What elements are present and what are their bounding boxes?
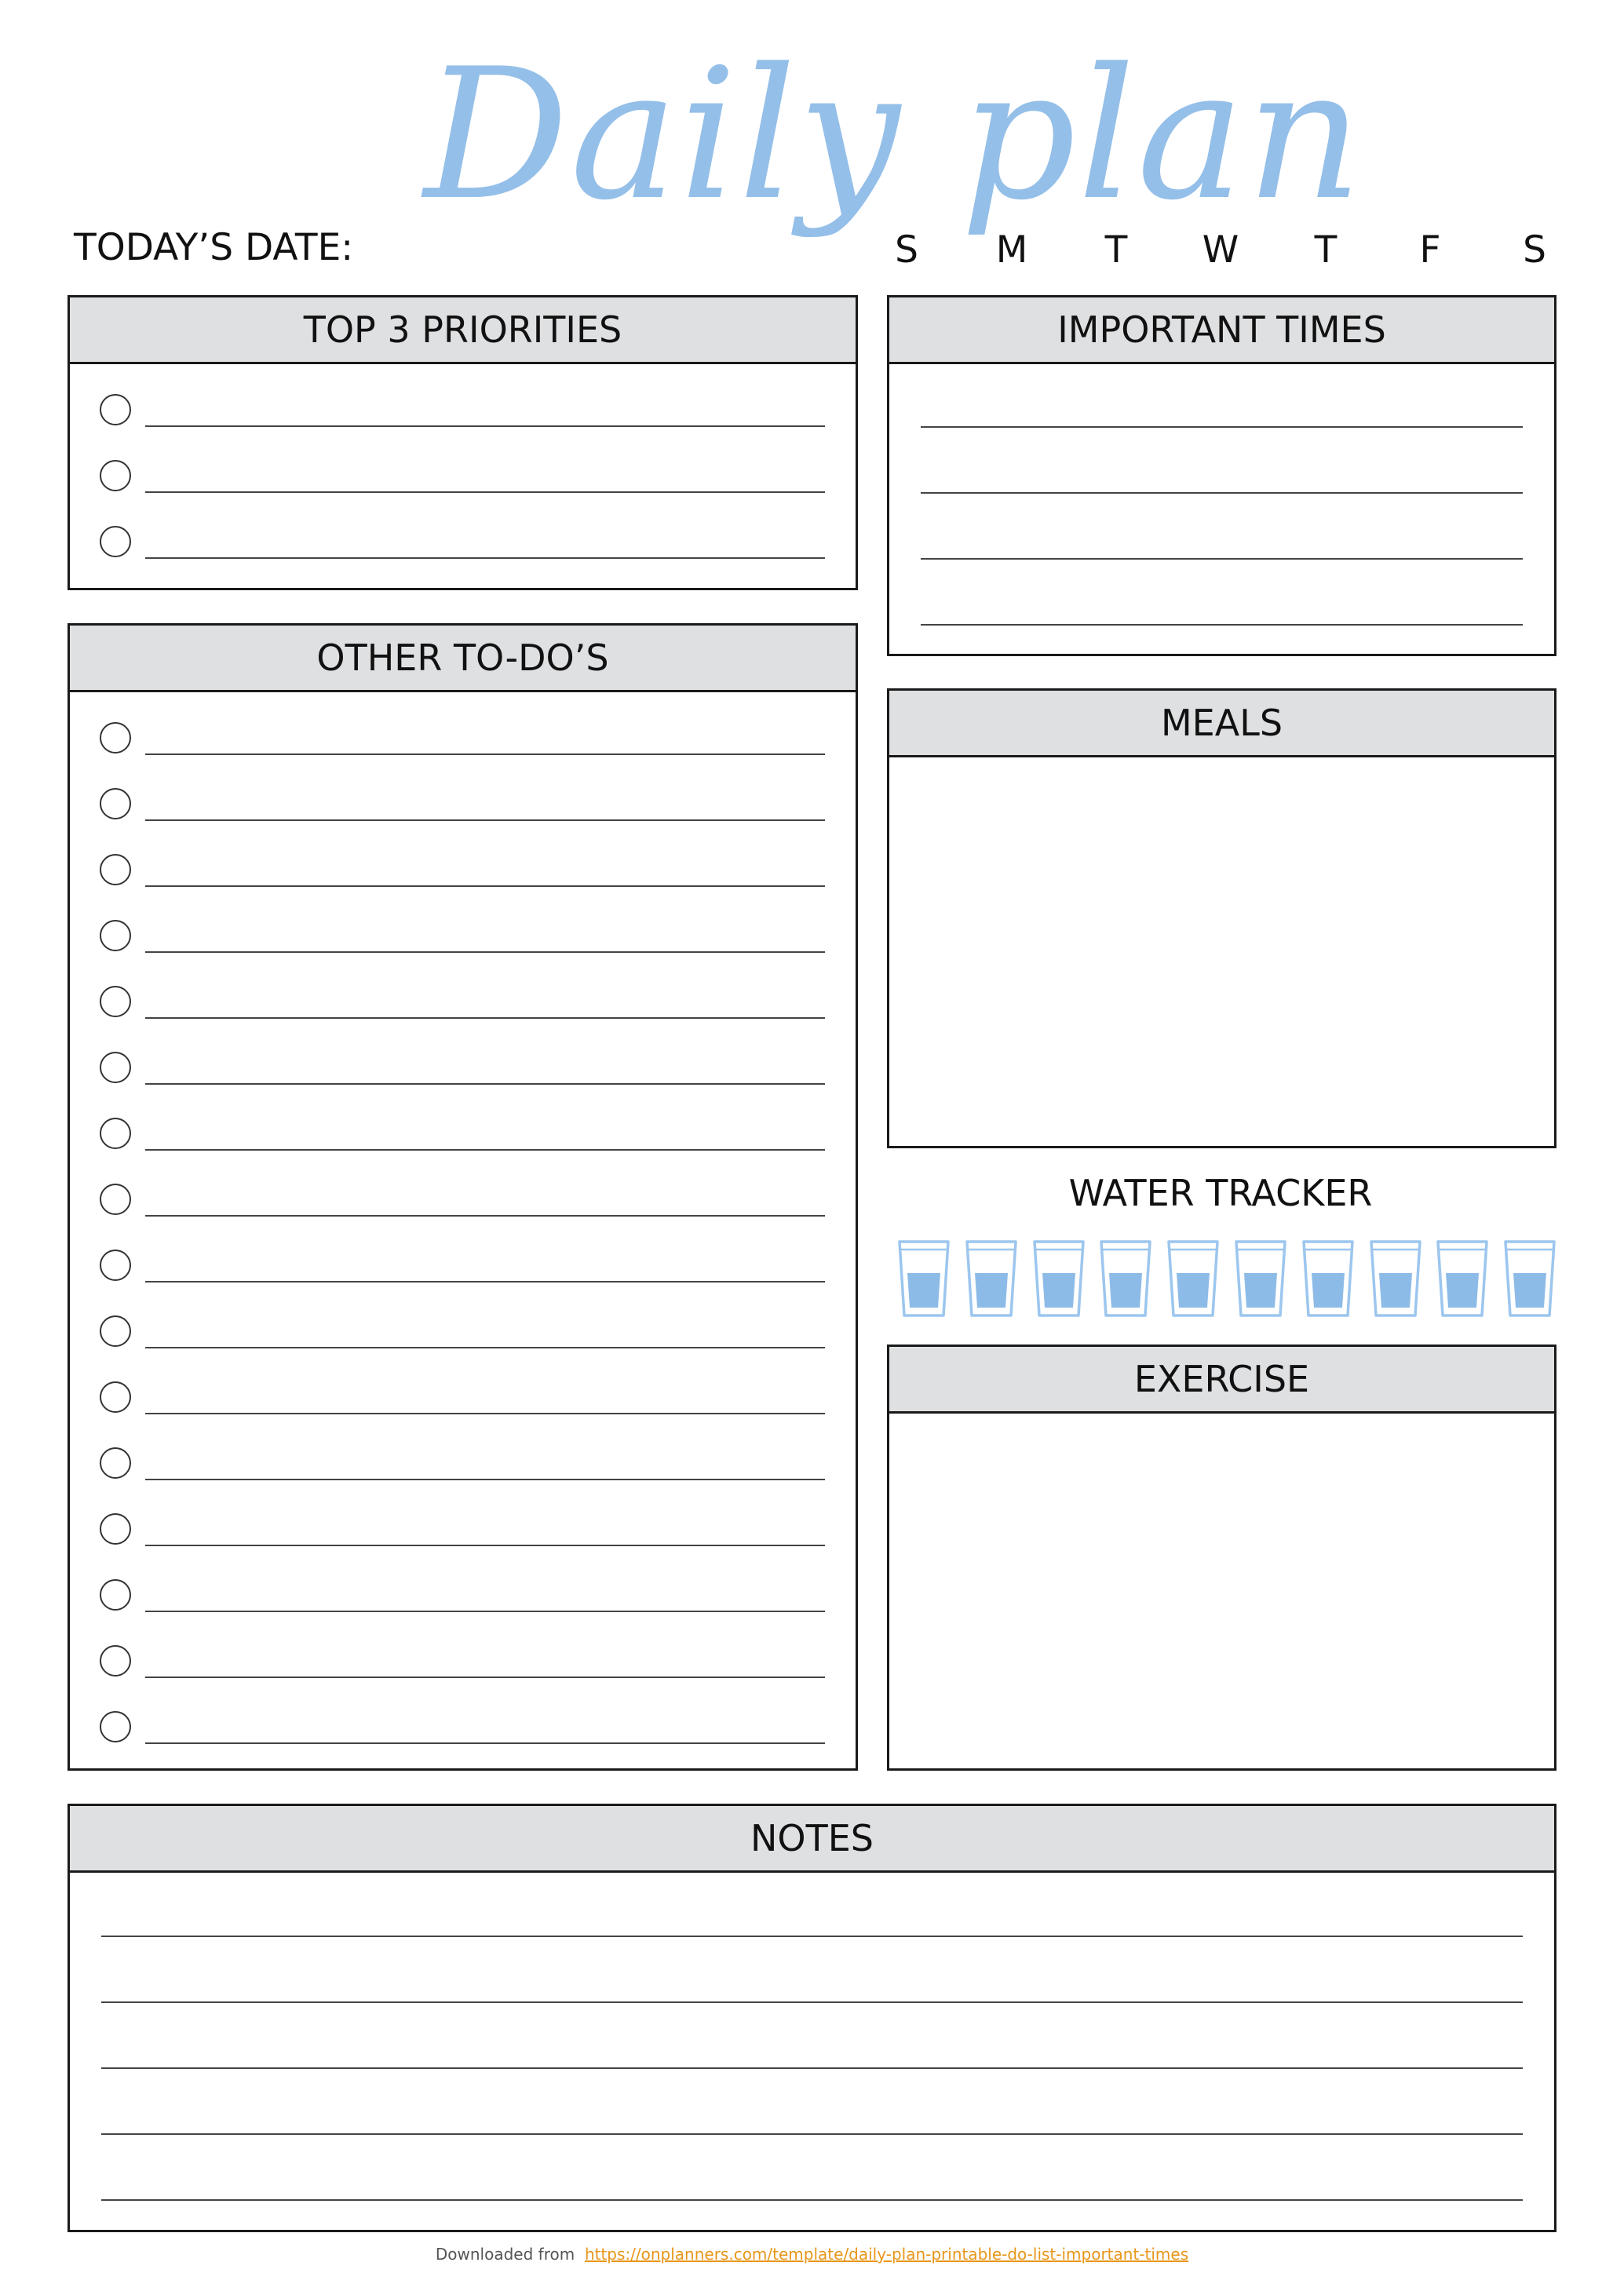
todo-entry-line[interactable] [145, 951, 825, 953]
priorities-section [68, 295, 858, 590]
day-wednesday[interactable]: W [1202, 228, 1239, 272]
notes-line[interactable] [101, 1936, 1523, 1937]
water-glass-icon[interactable] [896, 1239, 951, 1319]
todo-checkbox[interactable] [100, 1381, 131, 1413]
todays-date-label: TODAY’S DATE: [74, 226, 354, 269]
footer-prefix: Downloaded from [435, 2245, 575, 2264]
water-tracker-heading: WATER TRACKER [1068, 1172, 1373, 1214]
todo-entry-line[interactable] [145, 819, 825, 821]
water-glass-icon[interactable] [1233, 1239, 1288, 1319]
day-thursday[interactable]: T [1314, 228, 1338, 272]
weekday-selector [879, 224, 1562, 276]
notes-line[interactable] [101, 2001, 1523, 2003]
todo-checkbox[interactable] [100, 722, 131, 753]
exercise-heading: EXERCISE [889, 1347, 1554, 1414]
day-saturday[interactable]: S [1523, 228, 1546, 272]
notes-heading: NOTES [70, 1806, 1554, 1873]
todo-entry-line[interactable] [145, 885, 825, 887]
priority-entry-line[interactable] [145, 491, 825, 493]
day-friday[interactable]: F [1419, 228, 1441, 272]
todo-entry-line[interactable] [145, 1677, 825, 1678]
todo-entry-line[interactable] [145, 1742, 825, 1744]
todo-checkbox[interactable] [100, 986, 131, 1017]
day-tuesday[interactable]: T [1104, 228, 1128, 272]
todo-entry-line[interactable] [145, 1479, 825, 1480]
todo-entry-line[interactable] [145, 1281, 825, 1282]
water-glass-icon[interactable] [1098, 1239, 1153, 1319]
todo-checkbox[interactable] [100, 1315, 131, 1347]
notes-line[interactable] [101, 2067, 1523, 2069]
exercise-section [887, 1345, 1556, 1771]
water-glass-icon[interactable] [1502, 1239, 1557, 1319]
todo-checkbox[interactable] [100, 1711, 131, 1742]
priorities-heading: TOP 3 PRIORITIES [70, 297, 856, 364]
water-glass-icon[interactable] [1301, 1239, 1356, 1319]
important-times-line[interactable] [921, 426, 1523, 428]
todo-entry-line[interactable] [145, 1611, 825, 1612]
todo-entry-line[interactable] [145, 1215, 825, 1217]
priority-checkbox[interactable] [100, 394, 131, 425]
todo-entry-line[interactable] [145, 1083, 825, 1085]
todo-checkbox[interactable] [100, 1052, 131, 1083]
todo-entry-line[interactable] [145, 1413, 825, 1414]
todo-checkbox[interactable] [100, 1513, 131, 1545]
important-times-line[interactable] [921, 624, 1523, 626]
priority-checkbox[interactable] [100, 460, 131, 491]
notes-section [68, 1804, 1556, 2232]
footer-link[interactable]: https://onplanners.com/template/daily-plan-printable-do-list-important-times [584, 2245, 1189, 2264]
meals-writing-area[interactable] [889, 757, 1554, 1146]
water-glass-icon[interactable] [1368, 1239, 1423, 1319]
important-times-line[interactable] [921, 558, 1523, 560]
footer [0, 2243, 1624, 2265]
important-times-section [887, 295, 1556, 656]
todo-checkbox[interactable] [100, 1250, 131, 1281]
notes-line[interactable] [101, 2199, 1523, 2201]
todo-entry-line[interactable] [145, 1149, 825, 1151]
water-glass-icon[interactable] [1031, 1239, 1086, 1319]
other-todos-heading: OTHER TO-DO’S [70, 626, 856, 692]
meals-section [887, 688, 1556, 1148]
priority-entry-line[interactable] [145, 425, 825, 427]
notes-line[interactable] [101, 2133, 1523, 2135]
todo-checkbox[interactable] [100, 1184, 131, 1215]
todo-entry-line[interactable] [145, 1545, 825, 1546]
page-title: Daily plan [424, 31, 1364, 240]
todo-checkbox[interactable] [100, 1645, 131, 1677]
water-glass-icon[interactable] [1435, 1239, 1490, 1319]
todo-entry-line[interactable] [145, 1347, 825, 1348]
priority-checkbox[interactable] [100, 526, 131, 557]
todo-checkbox[interactable] [100, 1118, 131, 1149]
day-monday[interactable]: M [995, 228, 1028, 272]
todo-checkbox[interactable] [100, 920, 131, 951]
water-glass-icon[interactable] [964, 1239, 1019, 1319]
priority-entry-line[interactable] [145, 557, 825, 559]
important-times-line[interactable] [921, 492, 1523, 494]
day-sunday[interactable]: S [895, 228, 918, 272]
water-glass-icon[interactable] [1166, 1239, 1221, 1319]
exercise-writing-area[interactable] [889, 1414, 1554, 1768]
todo-checkbox[interactable] [100, 1447, 131, 1479]
todo-checkbox[interactable] [100, 788, 131, 819]
todo-checkbox[interactable] [100, 854, 131, 885]
todo-checkbox[interactable] [100, 1579, 131, 1611]
other-todos-section [68, 623, 858, 1771]
meals-heading: MEALS [889, 691, 1554, 757]
todo-entry-line[interactable] [145, 1017, 825, 1019]
important-times-heading: IMPORTANT TIMES [889, 297, 1554, 364]
todo-entry-line[interactable] [145, 753, 825, 755]
